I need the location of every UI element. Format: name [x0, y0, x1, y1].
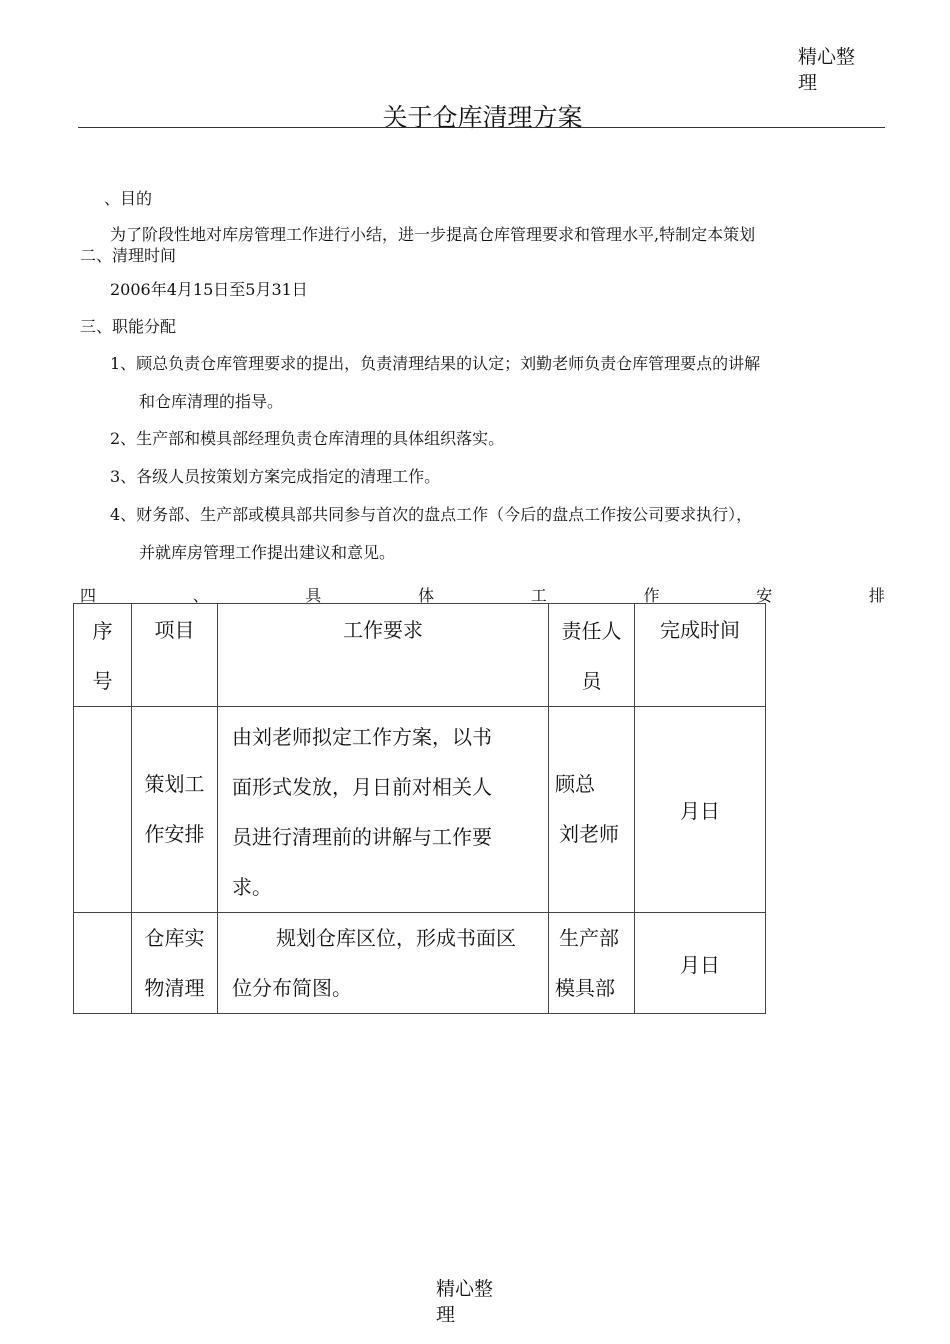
- section-3-item: 1、顾总负责仓库管理要求的提出，负责清理结果的认定；刘勤老师负责仓库管理要点的讲解: [110, 354, 761, 373]
- section-4-char: 、: [192, 586, 209, 605]
- row-item-line: 策划工: [144, 772, 205, 796]
- row-time-value: 月日: [680, 952, 720, 977]
- header-requirement: [218, 604, 549, 707]
- section-3-item: 3、各级人员按策划方案完成指定的清理工作。: [110, 467, 441, 486]
- table-header-row: [74, 604, 766, 707]
- row-seq: [74, 913, 132, 1014]
- row-requirement-line: 规划仓库区位，形成书面区: [276, 926, 516, 950]
- header-seq-line: 号: [92, 669, 113, 693]
- row-owner-line: 模具部: [555, 976, 615, 1000]
- section-3-item: 4、财务部、生产部或模具部共同参与首次的盘点工作（今后的盘点工作按公司要求执行），: [110, 505, 753, 524]
- section-3-item-cont: 并就库房管理工作提出建议和意见。: [139, 543, 396, 562]
- section-3-item-cont: 和仓库清理的指导。: [139, 392, 284, 411]
- header-time-label: 完成时间: [660, 618, 740, 642]
- section-1-body: 为了阶段性地对库房管理工作进行小结，进一步提高仓库管理要求和管理水平,特制定本策划: [110, 225, 756, 244]
- row-requirement: [218, 707, 549, 913]
- header-seq-line: 序: [92, 619, 113, 643]
- row-owner-line: 刘老师: [559, 822, 619, 846]
- row-owner-line: 生产部: [559, 926, 619, 950]
- header-requirement-label: 工作要求: [343, 618, 423, 642]
- row-requirement-line: 位分布简图。: [232, 976, 352, 1000]
- work-plan-table: [73, 603, 766, 1014]
- header-item: [132, 604, 218, 707]
- table-row: [74, 913, 766, 1014]
- table-row: [74, 707, 766, 913]
- document-title: 关于仓库清理方案: [382, 103, 583, 132]
- header-owner-line: 责任人: [561, 619, 622, 643]
- section-2-heading: 二、清理时间: [80, 246, 177, 265]
- row-requirement-line: 由刘老师拟定工作方案，以书: [232, 725, 492, 749]
- row-owner: [549, 707, 635, 913]
- section-4-char: 安: [756, 586, 773, 605]
- section-4-char: 具: [305, 586, 322, 605]
- row-item-line: 仓库实: [144, 926, 205, 950]
- row-seq: [74, 707, 132, 913]
- header-seq: [74, 604, 132, 707]
- section-3-item: 2、生产部和模具部经理负责仓库清理的具体组织落实。: [110, 429, 505, 448]
- section-4-char: 体: [418, 586, 435, 605]
- row-item: [132, 707, 218, 913]
- row-requirement-line: 员进行清理前的讲解与工作要: [232, 825, 492, 849]
- section-1-heading: 、目的: [104, 189, 153, 208]
- section-3-heading: 三、职能分配: [80, 317, 177, 336]
- row-item-line: 物清理: [144, 976, 205, 1000]
- row-item: [132, 913, 218, 1014]
- row-time: [635, 707, 766, 913]
- title-underline: [78, 127, 885, 128]
- section-4-char: 作: [643, 586, 660, 605]
- header-item-label: 项目: [154, 618, 195, 642]
- row-requirement-line: 求。: [232, 875, 272, 899]
- section-4-char: 四: [80, 586, 97, 605]
- row-owner: [549, 913, 635, 1014]
- row-requirement: [218, 913, 549, 1014]
- section-4-char: 工: [530, 586, 547, 605]
- row-time: [635, 913, 766, 1014]
- footer-note: 精心整理: [436, 1278, 494, 1326]
- header-note: 精心整理: [798, 46, 856, 94]
- row-item-line: 作安排: [144, 822, 205, 846]
- header-owner-line: 员: [581, 669, 602, 693]
- row-owner-line: 顾总: [555, 772, 595, 796]
- header-time: [635, 604, 766, 707]
- row-requirement-line: 面形式发放，月日前对相关人: [232, 775, 492, 799]
- row-time-value: 月日: [680, 799, 720, 823]
- section-2-body: 2006年4月15日至5月31日: [110, 280, 308, 299]
- section-4-char: 排: [868, 586, 885, 605]
- header-owner: [549, 604, 635, 707]
